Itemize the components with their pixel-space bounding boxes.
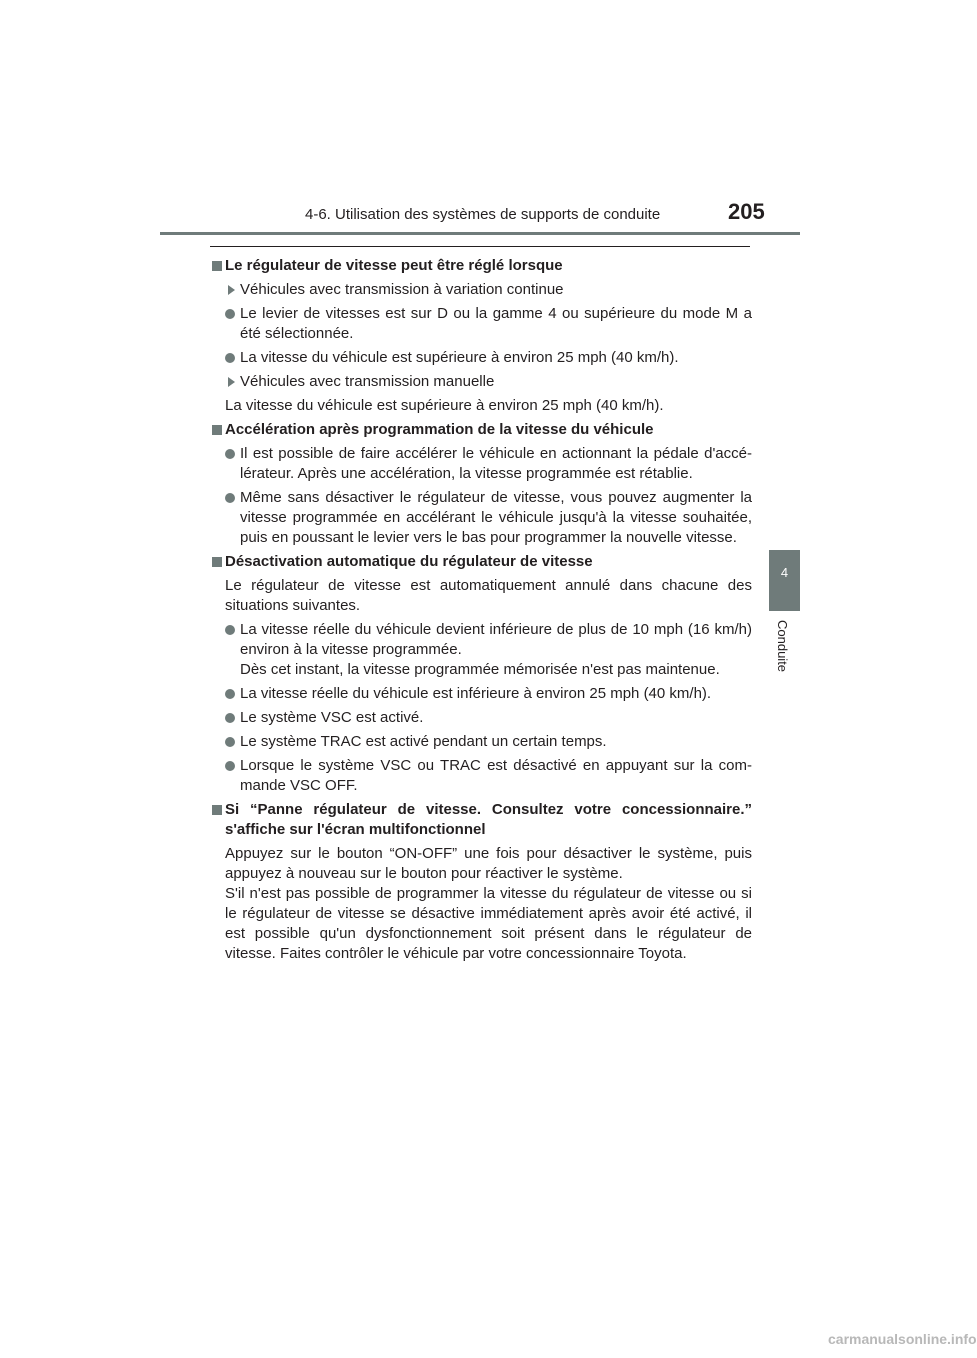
watermark: carmanualsonline.info bbox=[828, 1331, 977, 1347]
square-marker-icon bbox=[212, 805, 222, 815]
bullet-text: La vitesse réelle du véhicule devient inférieure de plus de 10 mph (16 km/h) environ à la vitesse programmée. bbox=[240, 621, 752, 658]
page-number: 205 bbox=[728, 199, 765, 224]
bullet-dot-icon bbox=[225, 689, 235, 699]
bullet-dot-icon bbox=[225, 713, 235, 723]
bullet-text: Lorsque le système VSC ou TRAC est désactivé en appuyant sur la com-mande VSC OFF. bbox=[240, 757, 752, 794]
heading-text: Le régulateur de vitesse peut être réglé lorsque bbox=[225, 257, 563, 274]
sub-item bbox=[210, 372, 752, 392]
chapter-tab bbox=[769, 550, 800, 611]
header-rule bbox=[160, 232, 800, 235]
triangle-marker-icon bbox=[228, 377, 235, 387]
bullet-text: Il est possible de faire accélérer le véhicule en actionnant la pédale d'accé-lérateur. Après une accélération, la vitesse programmée est rétablie. bbox=[240, 445, 752, 482]
sub-item-text: Véhicules avec transmission manuelle bbox=[240, 373, 495, 390]
section-heading bbox=[210, 256, 752, 276]
bullet-text: La vitesse réelle du véhicule est inférieure à environ 25 mph (40 km/h). bbox=[240, 685, 712, 702]
paragraph: Appuyez sur le bouton “ON-OFF” une fois pour désactiver le système, puis appuyez à nouveau sur le bouton pour réactiver le système. bbox=[225, 845, 752, 882]
bullet-note: Dès cet instant, la vitesse programmée mémorisée n'est pas maintenue. bbox=[240, 661, 720, 678]
bullet-text: Le levier de vitesses est sur D ou la gamme 4 ou supérieure du mode M a été sélectionnée. bbox=[240, 305, 752, 342]
bullet-item bbox=[210, 684, 752, 704]
paragraph: S'il n'est pas possible de programmer la vitesse du régulateur de vitesse ou si le régulateur de vitesse se désactive immédiatement après avoir été activé, il est possible qu'un dysfonctionnement soit présent dans le régulateur de vitesse. Faites contrôler le véhicule par votre concessionnaire Toyota. bbox=[225, 885, 752, 962]
content bbox=[210, 256, 752, 968]
heading-text: Accélération après programmation de la vitesse du véhicule bbox=[225, 421, 654, 438]
square-marker-icon bbox=[212, 261, 222, 271]
bullet-dot-icon bbox=[225, 353, 235, 363]
bullet-text: La vitesse du véhicule est supérieure à environ 25 mph (40 km/h). bbox=[240, 349, 679, 366]
section-rule bbox=[210, 246, 750, 247]
triangle-marker-icon bbox=[228, 285, 235, 295]
bullet-text: Le système VSC est activé. bbox=[240, 709, 424, 726]
bullet-item bbox=[210, 488, 752, 548]
bullet-text: Même sans désactiver le régulateur de vitesse, vous pouvez augmenter la vitesse programmée en accélérant le véhicule jusqu'à la vitesse souhaitée, puis en poussant le levier vers le bas pour programmer la nouvelle vitesse. bbox=[240, 489, 752, 546]
bullet-dot-icon bbox=[225, 625, 235, 635]
chapter-label: Conduite bbox=[775, 620, 790, 673]
bullet-item bbox=[210, 756, 752, 796]
square-marker-icon bbox=[212, 557, 222, 567]
paragraph: La vitesse du véhicule est supérieure à environ 25 mph (40 km/h). bbox=[225, 397, 664, 414]
bullet-item bbox=[210, 444, 752, 484]
bullet-dot-icon bbox=[225, 309, 235, 319]
bullet-item bbox=[210, 348, 752, 368]
bullet-item bbox=[210, 620, 752, 680]
section-heading bbox=[210, 420, 752, 440]
bullet-dot-icon bbox=[225, 737, 235, 747]
chapter-number: 4 bbox=[780, 565, 789, 580]
section-heading bbox=[210, 800, 752, 840]
bullet-item bbox=[210, 708, 752, 728]
sub-item bbox=[210, 280, 752, 300]
heading-text: Si “Panne régulateur de vitesse. Consultez votre concessionnaire.” s'affiche sur l'écran multifonctionnel bbox=[225, 801, 752, 838]
header-title: 4-6. Utilisation des systèmes de supports de conduite bbox=[305, 206, 661, 223]
bullet-dot-icon bbox=[225, 449, 235, 459]
sub-item-text: Véhicules avec transmission à variation continue bbox=[240, 281, 564, 298]
bullet-dot-icon bbox=[225, 493, 235, 503]
bullet-item bbox=[210, 732, 752, 752]
bullet-text: Le système TRAC est activé pendant un certain temps. bbox=[240, 733, 607, 750]
bullet-dot-icon bbox=[225, 761, 235, 771]
bullet-item bbox=[210, 304, 752, 344]
square-marker-icon bbox=[212, 425, 222, 435]
paragraph: Le régulateur de vitesse est automatiquement annulé dans chacune des situations suivantes. bbox=[225, 577, 752, 614]
heading-text: Désactivation automatique du régulateur de vitesse bbox=[225, 553, 593, 570]
section-heading bbox=[210, 552, 752, 572]
